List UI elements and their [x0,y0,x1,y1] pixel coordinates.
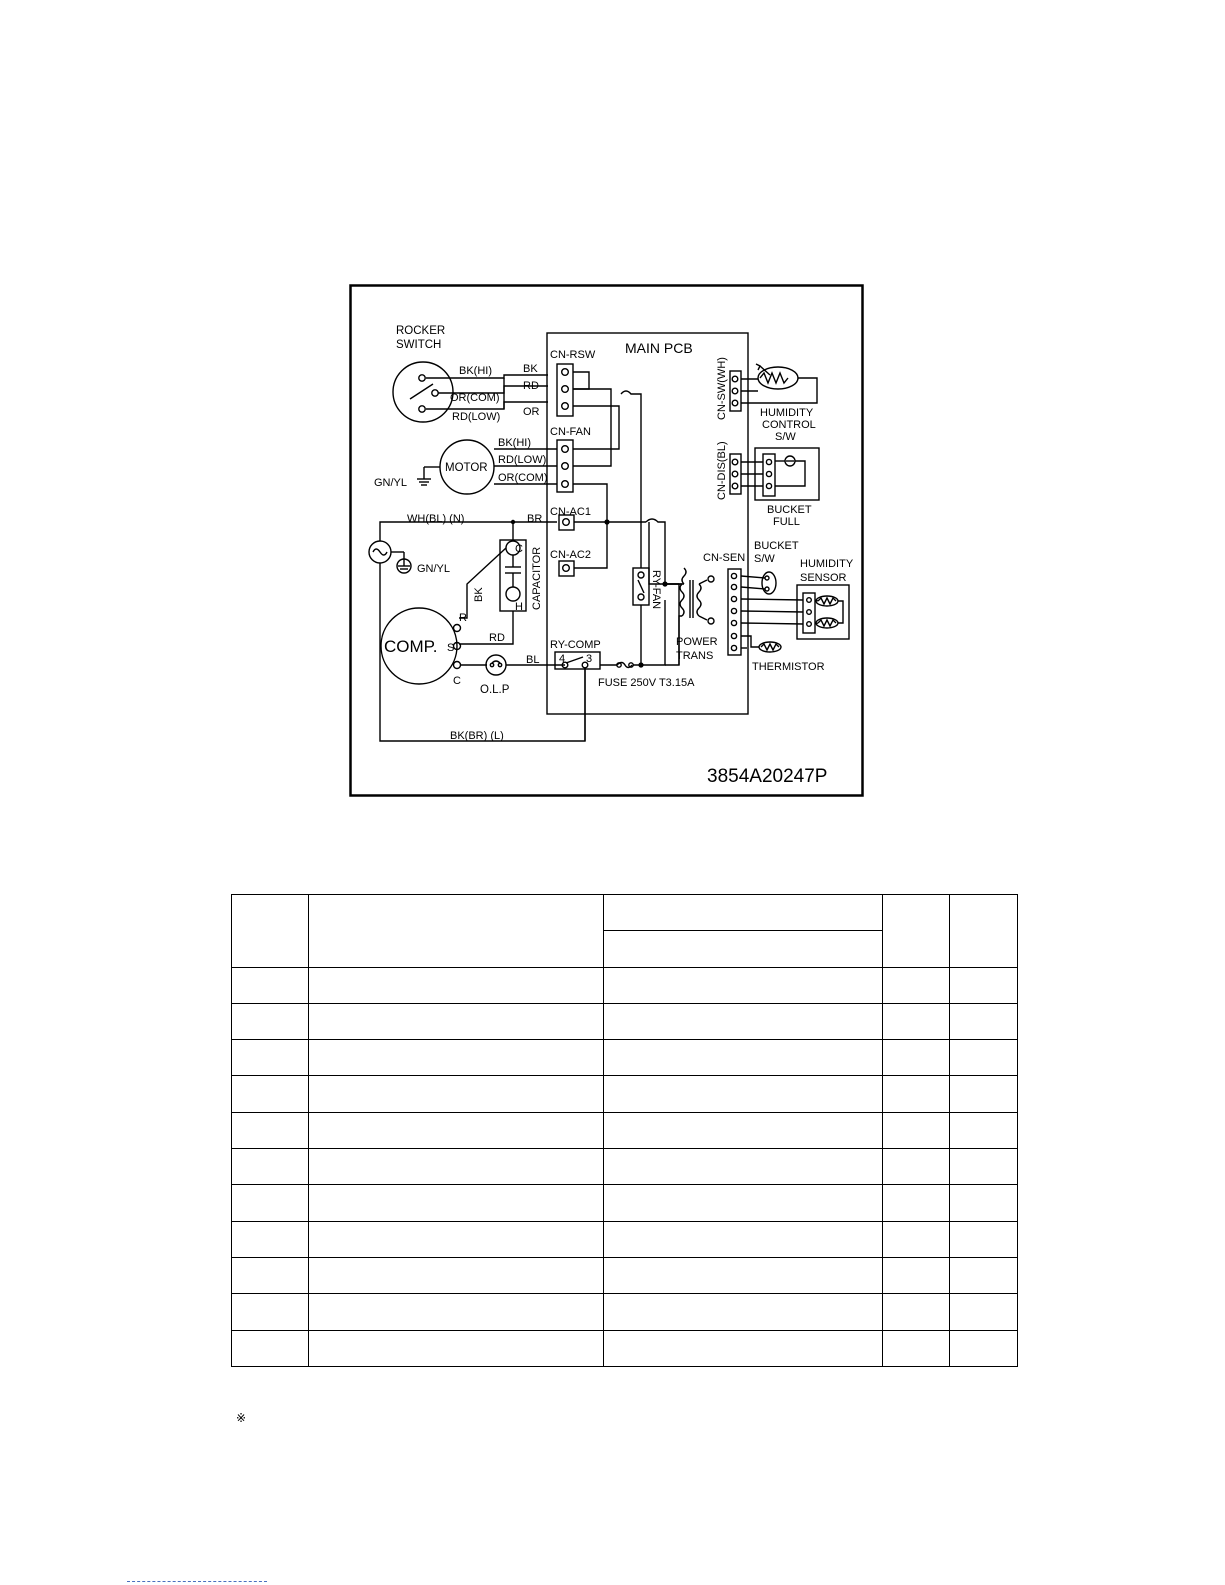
wire-bk-hi-fan-label: BK(HI) [498,437,531,449]
bucket-full-switch [755,448,819,500]
cn-rsw-connector [557,364,573,416]
table-cell [309,1149,604,1185]
wire-bk-hi-switch-label: BK(HI) [459,365,492,377]
humidity-sensor-label-2: SENSOR [800,572,847,584]
wire-gn-yl-supply-label: GN/YL [417,563,451,575]
power-trans-label-2: TRANS [676,650,714,662]
wire-gn-yl-motor-label: GN/YL [374,477,408,489]
table-cell [309,895,604,968]
table-cell [309,1257,604,1293]
table-cell [883,1149,950,1185]
table-cell [309,1185,604,1221]
humidity-control-label-3: S/W [775,431,796,443]
bucket-full-label-2: FULL [773,516,800,528]
wire-bl-label: BL [526,654,540,666]
power-trans-label: POWER [676,636,718,648]
table-row [232,1003,1018,1039]
compressor-terminal-c-label: C [453,675,461,687]
olp-label: O.L.P [480,684,510,696]
table-cell [950,895,1018,968]
parts-table [231,894,1018,1367]
table-cell [232,1330,309,1366]
table-row [232,1040,1018,1076]
cn-ac2-label: CN-AC2 [550,549,591,561]
ry-comp-label: RY-COMP [550,639,601,651]
table-cell [950,1330,1018,1366]
drawing-code: 3854A20247P [707,766,828,787]
olp-symbol [486,655,506,675]
table-cell [309,1040,604,1076]
table-cell [604,1185,883,1221]
table-cell [604,1221,883,1257]
rocker-switch-symbol [393,362,453,422]
fuse-label: FUSE 250V T3.15A [598,677,695,689]
table-cell [950,1040,1018,1076]
humidity-control-label: HUMIDITY [760,407,814,419]
table-cell [950,967,1018,1003]
table-row [232,1330,1018,1366]
table-cell [950,1185,1018,1221]
table-cell [604,1257,883,1293]
rocker-switch-label: ROCKER [396,325,446,337]
thermistor-label: THERMISTOR [752,661,825,673]
table-cell [232,1294,309,1330]
table-cell [309,1330,604,1366]
table-cell [309,1076,604,1112]
table-row [232,1257,1018,1293]
motor-label: MOTOR [445,462,488,474]
table-cell [950,1257,1018,1293]
table-cell [232,1003,309,1039]
table-cell [309,967,604,1003]
table-row [232,1149,1018,1185]
wire-wh-bl-n-label: WH(BL) (N) [407,513,465,525]
table-cell [950,1221,1018,1257]
table-cell [950,1149,1018,1185]
wire-rd-low-switch-label: RD(LOW) [452,411,501,423]
table-cell [883,1185,950,1221]
table-cell [232,1076,309,1112]
wire-bk-cap-label: BK [473,587,485,602]
table-cell [232,1185,309,1221]
table-cell [604,1076,883,1112]
main-pcb-label: MAIN PCB [625,340,693,356]
bucket-sw-label-2: S/W [754,553,775,565]
wire-or-com-fan-label: OR(COM) [498,472,548,484]
cn-sen-label: CN-SEN [703,552,746,564]
table-cell [883,1257,950,1293]
table-cell [883,1221,950,1257]
table-row [232,1076,1018,1112]
table-cell [883,1330,950,1366]
table-cell [309,1294,604,1330]
cn-dis-label: CN-DIS(BL) [716,441,728,500]
table-cell [604,895,883,931]
capacitor-terminal-h-label: H [515,601,523,613]
table-cell [604,1294,883,1330]
wire-br-label: BR [527,513,543,525]
wire-rd-comp-label: RD [489,632,505,644]
table-cell [883,1003,950,1039]
bucket-sw-label: BUCKET [754,540,799,552]
table-header-row [232,895,1018,931]
table-cell [883,895,950,968]
table-cell [604,1149,883,1185]
table-cell [604,931,883,967]
table-cell [604,1003,883,1039]
table-cell [883,967,950,1003]
table-row [232,1185,1018,1221]
compressor-label: COMP. [384,637,438,656]
wire-rd-low-fan-label: RD(LOW) [498,454,547,466]
table-cell [950,1076,1018,1112]
table-cell [604,1112,883,1148]
table-cell [883,1112,950,1148]
relay-terminal-4-label: 4 [559,653,566,665]
wire-or-label: OR [523,406,540,418]
table-cell [883,1294,950,1330]
humidity-control-label-2: CONTROL [762,419,816,431]
table-cell [604,1040,883,1076]
rocker-switch-label-2: SWITCH [396,339,442,351]
cn-ac2-connector [559,561,574,576]
table-cell [309,1221,604,1257]
table-cell [950,1294,1018,1330]
table-cell [232,967,309,1003]
table-cell [232,895,309,968]
table-cell [232,1149,309,1185]
compressor-terminal-r-label: R [459,612,467,624]
table-row [232,1294,1018,1330]
table-cell [232,1112,309,1148]
table-cell [950,1112,1018,1148]
table-cell [309,1003,604,1039]
wire-or-com-switch-label: OR(COM) [450,392,500,404]
table-cell [883,1040,950,1076]
table-cell [604,967,883,1003]
table-cell [883,1076,950,1112]
cn-ac1-label: CN-AC1 [550,506,591,518]
ry-fan-label: RY-FAN [650,570,662,610]
wiring-diagram [349,284,864,798]
footer-link-underline [127,1581,267,1582]
table-row [232,967,1018,1003]
wire-rd-label: RD [523,380,539,392]
table-row [232,1112,1018,1148]
relay-terminal-3-label: 3 [586,653,593,665]
note-mark: ※ [236,1411,247,1425]
compressor-terminal-s-label: S [447,642,455,654]
cn-sen-connector [728,569,741,655]
table-cell [232,1257,309,1293]
table-cell [232,1040,309,1076]
capacitor-label: CAPACITOR [531,546,543,610]
humidity-sensor-label: HUMIDITY [800,558,854,570]
capacitor-terminal-c-label: C [515,543,523,555]
table-cell [232,1221,309,1257]
table-cell [604,1330,883,1366]
table-cell [950,1003,1018,1039]
cn-fan-connector [557,440,573,492]
table-cell [309,1112,604,1148]
cn-fan-label: CN-FAN [550,426,591,438]
wire-bk-br-l-label: BK(BR) (L) [450,730,504,742]
table-row [232,1221,1018,1257]
cn-rsw-label: CN-RSW [550,349,596,361]
wire-bk-label: BK [523,363,538,375]
cn-sw-label: CN-SW(WH) [716,357,728,420]
bucket-full-label: BUCKET [767,504,812,516]
